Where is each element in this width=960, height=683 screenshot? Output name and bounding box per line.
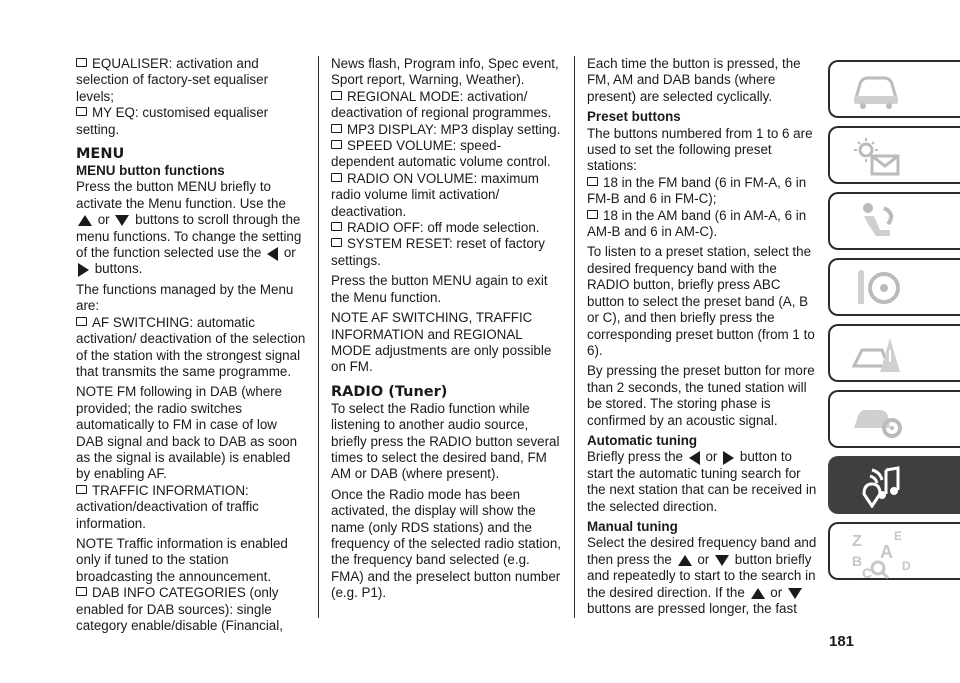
- paragraph: The buttons numbered from 1 to 6 are used to set the following preset stations:: [587, 125, 813, 174]
- page-number: 181: [829, 633, 855, 650]
- bullet-icon: [76, 485, 87, 494]
- bullet-icon: [587, 210, 598, 219]
- column-divider: [318, 56, 319, 618]
- paragraph: Select the desired frequency band and then press the or button briefly and repeatedly to start to the search in the desired direction. If the or buttons are pressed longer, the fast: [587, 535, 817, 616]
- paragraph: Press the button MENU briefly to activate the Menu function. Use the or buttons to scroll through the menu functions. To change the setting of the function selected use the or buttons.: [76, 179, 302, 277]
- arrow-down-icon: [115, 215, 129, 226]
- column-divider: [574, 56, 575, 618]
- paragraph: The functions managed by the Menu are:: [76, 281, 294, 314]
- steering-wheel-icon: [850, 266, 902, 310]
- index-letter: Z: [852, 533, 862, 550]
- paragraph: Press the button MENU again to exit the Menu function.: [331, 273, 548, 305]
- arrow-up-icon: [678, 555, 692, 566]
- bullet-icon: [76, 317, 87, 326]
- index-letter: B: [852, 553, 863, 569]
- bullet-icon: [331, 173, 342, 182]
- subheading-manual-tuning: Manual tuning: [587, 518, 678, 534]
- paragraph: News flash, Program info, Spec event, Sport report, Warning, Weather).: [331, 56, 559, 88]
- index-icon: [850, 530, 920, 580]
- paragraph: To select the Radio function while listening to another audio source, briefly press the RADIO button several times to select the desired band, FM AM or DAB (where present).: [331, 400, 560, 482]
- chapter-tabs: [828, 60, 960, 588]
- list-item: REGIONAL MODE: activation/ deactivation of regional programmes.: [331, 88, 552, 121]
- emergency-warning-icon: [850, 332, 902, 376]
- paragraph: Each time the button is pressed, the FM, AM and DAB bands (where present) are selected cyclically.: [587, 56, 801, 104]
- note: NOTE FM following in DAB (where provided; the radio switches automatically to FM in case of low DAB signal and back to DAB as soon as the signal is available) is enabled by enabling AF.: [76, 384, 298, 482]
- list-item: MY EQ: customised equaliser setting.: [76, 105, 269, 137]
- bullet-icon: [76, 587, 87, 596]
- note: NOTE AF SWITCHING, TRAFFIC INFORMATION and REGIONAL MODE adjustments are only possible on FM.: [331, 310, 552, 375]
- list-item: 18 in the FM band (6 in FM-A, 6 in FM-B and 6 in FM-C);: [587, 174, 807, 207]
- list-item: RADIO OFF: off mode selection.: [331, 220, 563, 236]
- list-item: MP3 DISPLAY: MP3 display setting.: [331, 122, 563, 138]
- arrow-right-icon: [78, 263, 89, 277]
- section-heading-radio: RADIO (Tuner): [331, 383, 448, 400]
- list-item: TRAFFIC INFORMATION: activation/deactivation of traffic information.: [76, 482, 259, 531]
- tab-service[interactable]: [828, 390, 960, 448]
- list-item: DAB INFO CATEGORIES (only enabled for DAB sources): single category enable/disable (Financial,: [76, 585, 283, 633]
- list-item: EQUALISER: activation and selection of factory-set equaliser levels;: [76, 56, 269, 104]
- arrow-left-icon: [267, 247, 278, 261]
- subheading-preset-buttons: Preset buttons: [587, 109, 681, 125]
- index-letter: D: [902, 559, 911, 573]
- paragraph: Briefly press the or button to start the automatic tuning search for the next station that can be received in the selected direction.: [587, 449, 817, 514]
- arrow-right-icon: [723, 451, 734, 465]
- list-item: SYSTEM RESET: reset of factory settings.: [331, 236, 545, 268]
- index-letter: A: [880, 542, 893, 562]
- bullet-icon: [331, 140, 342, 149]
- paragraph: Once the Radio mode has been activated, the display will show the name (only RDS stations) and the frequency of the selected radio station, the frequency band selected (e.g. FMA) and the preselect button number (e.g. P1).: [331, 486, 562, 601]
- bullet-icon: [331, 124, 342, 133]
- section-heading-menu: MENU: [76, 146, 125, 163]
- arrow-up-icon: [78, 215, 92, 226]
- column-3: [587, 56, 819, 617]
- bullet-icon: [331, 222, 342, 231]
- list-item: 18 in the AM band (6 in AM-A, 6 in AM-B and 6 in AM-C).: [587, 207, 807, 240]
- car-dashboard-icon: [850, 68, 902, 112]
- multimedia-icon: [850, 464, 902, 508]
- index-letter: C: [862, 565, 873, 580]
- bullet-icon: [331, 91, 342, 100]
- tab-index[interactable]: [828, 522, 960, 580]
- arrow-left-icon: [689, 451, 700, 465]
- column-1: [76, 56, 308, 634]
- arrow-up-icon: [751, 588, 765, 599]
- bullet-icon: [587, 177, 598, 186]
- tab-safety[interactable]: [828, 192, 960, 250]
- bullet-icon: [76, 107, 87, 116]
- arrow-down-icon: [788, 588, 802, 599]
- list-item: RADIO ON VOLUME: maximum radio volume limit activation/ deactivation.: [331, 170, 539, 219]
- paragraph: To listen to a preset station, select the desired frequency band with the RADIO button, briefly press ABC button to select the preset band (A, B or C), and then briefly press the corresponding preset button (from 1 to 6).: [587, 244, 815, 358]
- tab-car-dashboard[interactable]: [828, 60, 960, 118]
- index-letter: E: [894, 530, 903, 543]
- list-item: SPEED VOLUME: speed-dependent automatic volume control.: [331, 138, 551, 170]
- bullet-icon: [76, 58, 87, 67]
- paragraph: By pressing the preset button for more than 2 seconds, the tuned station will be stored. The storing phase is confirmed by an acoustic signal.: [587, 363, 815, 428]
- warning-lights-icon: [850, 134, 902, 178]
- bullet-icon: [331, 238, 342, 247]
- subheading-menu-buttons: MENU button functions: [76, 163, 225, 179]
- subheading-automatic-tuning: Automatic tuning: [587, 432, 698, 448]
- arrow-down-icon: [715, 555, 729, 566]
- tab-warning-lights[interactable]: [828, 126, 960, 184]
- tab-steering[interactable]: [828, 258, 960, 316]
- car-service-icon: [850, 398, 902, 442]
- column-2: [331, 56, 563, 606]
- tab-multimedia[interactable]: [828, 456, 960, 514]
- tab-emergency[interactable]: [828, 324, 960, 382]
- note: NOTE Traffic information is enabled only if tuned to the station broadcasting the announcement.: [76, 535, 288, 584]
- list-item: AF SWITCHING: automatic activation/ deactivation of the selection of the station with the strongest signal that transmits the same programme.: [76, 314, 306, 379]
- safety-airbag-icon: [850, 200, 902, 244]
